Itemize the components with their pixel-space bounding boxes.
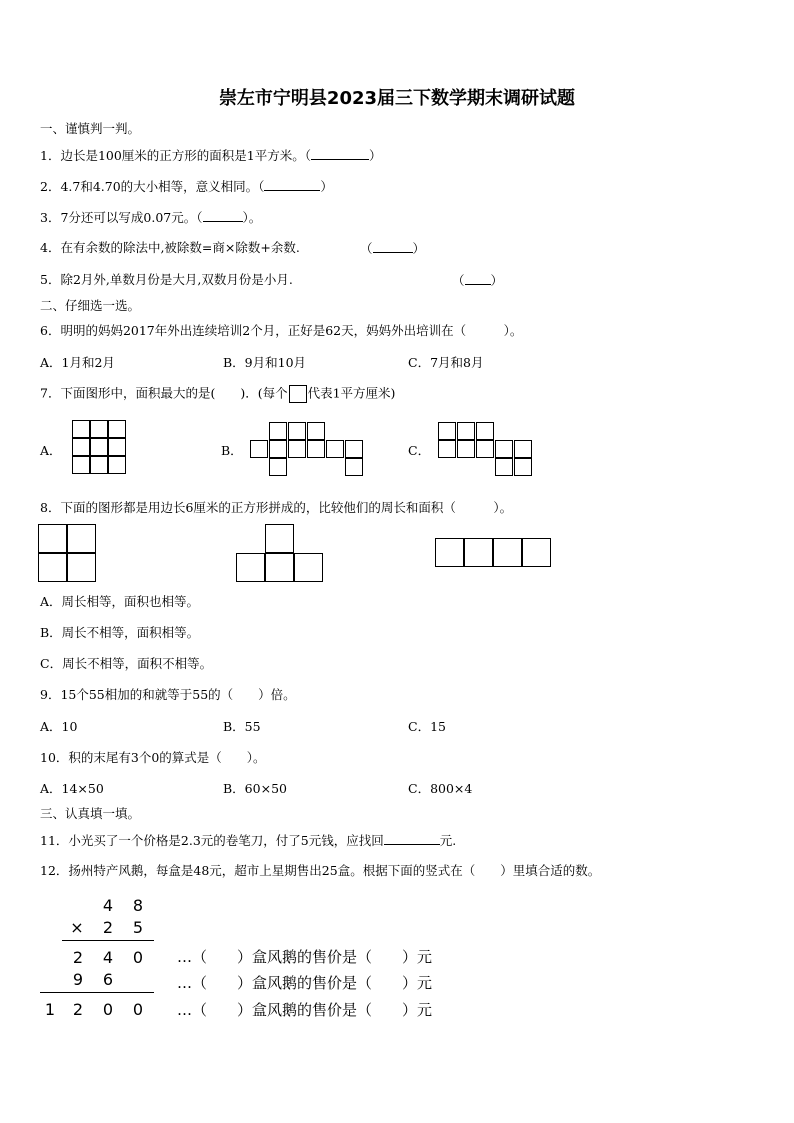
answer-blank[interactable]: [465, 272, 491, 285]
answer-blank[interactable]: [264, 178, 320, 191]
question-11-tail: 元.: [439, 833, 457, 848]
divider-line: [40, 992, 154, 993]
times-sign: ×: [70, 918, 84, 937]
question-5-open: （: [452, 273, 465, 288]
question-11: [40, 832, 456, 849]
divider-line: [62, 940, 154, 941]
question-5-answer: [452, 272, 503, 289]
page-title: 崇左市宁明县2023届三下数学期末调研试题: [218, 88, 576, 109]
option-a: A．1月和2月: [40, 355, 115, 370]
section-heading-1: 一、谨慎判一判。: [40, 121, 141, 136]
answer-blank[interactable]: [203, 209, 243, 222]
question-5-close: ）: [490, 273, 504, 288]
question-2-close: ）: [320, 179, 333, 194]
option-c: C．15: [408, 719, 446, 734]
fill-in-note[interactable]: …（ ）盒风鹅的售价是（ ）元: [177, 974, 433, 992]
option-b: B．周长不相等，面积相等。: [40, 625, 200, 640]
question-1: [40, 147, 382, 164]
question-1-close: ）: [369, 148, 382, 163]
question-11-text: 11．小光买了一个价格是2.3元的卷笔刀，付了5元钱，应找回: [40, 833, 384, 848]
question-1-text: 1．边长是100厘米的正方形的面积是1平方米。（: [40, 148, 312, 163]
option-b: B．60×50: [223, 781, 287, 796]
section-heading-2: 二、仔细选一选。: [40, 298, 141, 313]
question-7-text: 7．下面图形中，面积最大的是( )．(每个: [40, 385, 288, 401]
question-3: [40, 209, 261, 226]
answer-blank[interactable]: [373, 240, 413, 253]
option-a: A．10: [40, 719, 78, 734]
question-3-close: ）。: [242, 210, 262, 225]
option-c-label: C．: [408, 443, 431, 458]
question-4-answer: [360, 240, 425, 257]
option-b: B．9月和10月: [223, 355, 307, 370]
option-b: B．55: [223, 719, 261, 734]
question-2-text: 2．4.7和4.70的大小相等，意义相同。（: [40, 179, 265, 194]
option-a-label: A．: [40, 443, 62, 458]
question-5: 5．除2月外,单数月份是大月,双数月份是小月.: [40, 272, 293, 287]
question-2: [40, 178, 333, 195]
question-4: 4．在有余数的除法中,被除数=商×除数+余数.: [40, 240, 300, 255]
option-c: C．800×4: [408, 781, 473, 796]
option-c: C．周长不相等，面积不相等。: [40, 656, 213, 671]
option-a: A．14×50: [40, 781, 104, 796]
question-10: 10．积的末尾有3个0的算式是（ ）。: [40, 750, 266, 765]
question-9: 9．15个55相加的和就等于55的（ ）倍。: [40, 687, 296, 702]
question-8: 8．下面的图形都是用边长6厘米的正方形拼成的，比较他们的周长和面积（ ）。: [40, 500, 513, 515]
section-heading-3: 三、认真填一填。: [40, 806, 141, 821]
answer-blank[interactable]: [311, 147, 369, 160]
question-7-text-b: 代表1平方厘米): [307, 385, 396, 401]
unit-square-icon: [289, 385, 307, 403]
option-b-label: B．: [221, 443, 243, 458]
question-4-close: ）: [412, 241, 426, 256]
question-4-open: （: [360, 241, 373, 256]
option-a: A．周长相等，面积也相等。: [40, 594, 200, 609]
question-12: 12．扬州特产风鹅，每盒是48元，超市上星期售出25盒。根据下面的竖式在（ ）里填合适的数。: [40, 863, 601, 878]
answer-blank[interactable]: [384, 832, 440, 845]
fill-in-note[interactable]: …（ ）盒风鹅的售价是（ ）元: [177, 1001, 433, 1019]
question-6: 6．明明的妈妈2017年外出连续培训2个月，正好是62天，妈妈外出培训在（ ）。: [40, 323, 523, 338]
question-7: [40, 385, 395, 403]
question-3-text: 3．7分还可以写成0.07元。（: [40, 210, 203, 225]
option-c: C．7月和8月: [408, 355, 484, 370]
fill-in-note[interactable]: …（ ）盒风鹅的售价是（ ）元: [177, 948, 433, 966]
